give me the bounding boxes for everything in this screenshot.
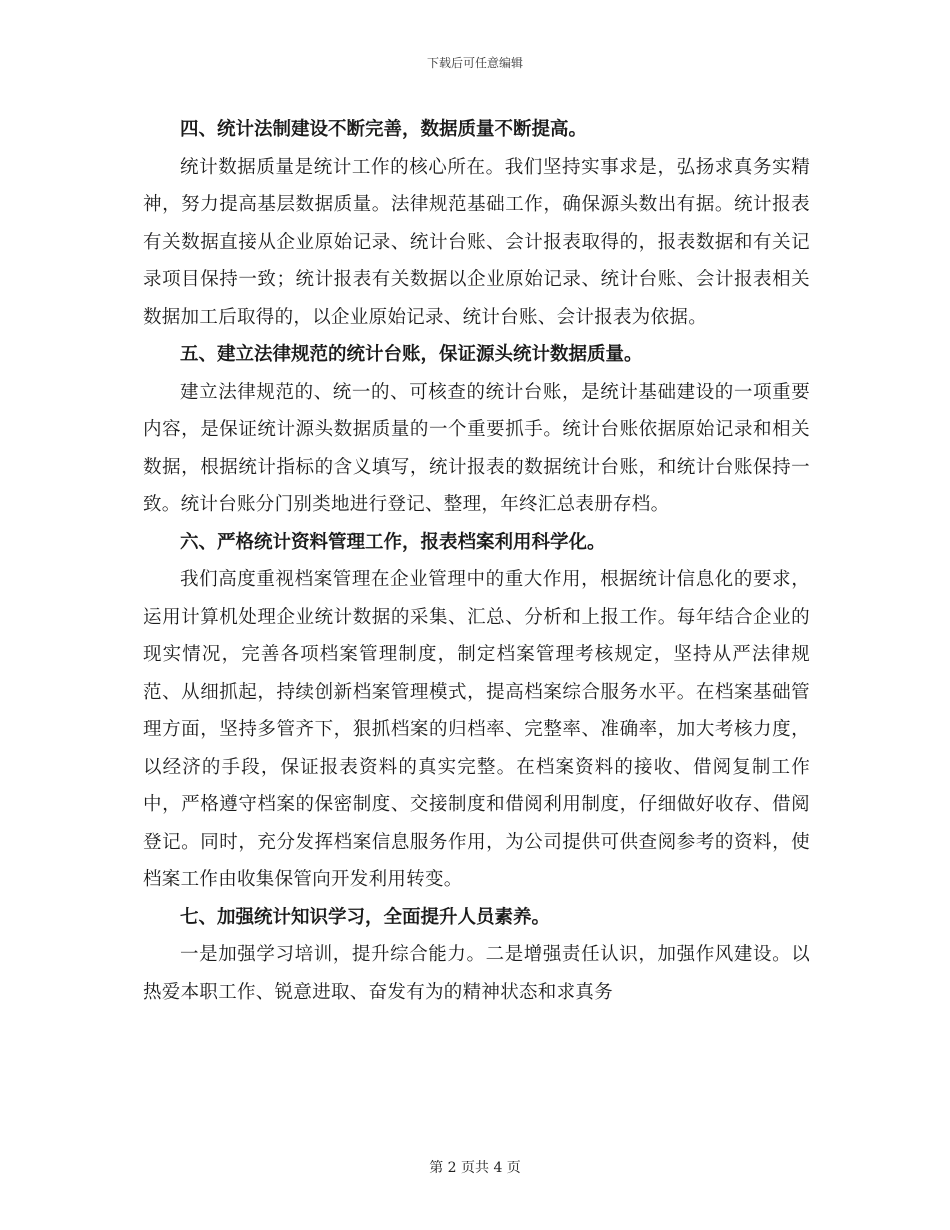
section-paragraph: 建立法律规范的、统一的、可核查的统计台账，是统计基础建设的一项重要内容，是保证统计源头数据质量的一个重要抓手。统计台账依据原始记录和相关数据，根据统计指标的含义填写，统计报表的数据统计台账，和统计台账保持一致。统计台账分门别类地进行登记、整理，年终汇总表册存档。 [143, 381, 810, 515]
section-heading: 六、严格统计资料管理工作，报表档案利用科学化。 [180, 531, 606, 553]
section-heading: 七、加强统计知识学习，全面提升人员素养。 [180, 906, 551, 928]
section-heading: 五、建立法律规范的统计台账，保证源头统计数据质量。 [180, 344, 643, 365]
page-number: 第 2 页共 4 页 [429, 1160, 521, 1176]
section-paragraph: 统计数据质量是统计工作的核心所在。我们坚持实事求是，弘扬求真务实精神，努力提高基层数据质量。法律规范基础工作，确保源头数出有据。统计报表有关数据直接从企业原始记录、统计台账、会计报表取得的，报表数据和有关记录项目保持一致；统计报表有关数据以企业原始记录、统计台账、会计报表相关数据加工后取得的，以企业原始记录、统计台账、会计报表为依据。 [143, 156, 810, 328]
section-paragraph: 我们高度重视档案管理在企业管理中的重大作用，根据统计信息化的要求，运用计算机处理企业统计数据的采集、汇总、分析和上报工作。每年结合企业的现实情况，完善各项档案管理制度，制定档案管理考核规定，坚持从严法律规范、从细抓起，持续创新档案管理模式，提高档案综合服务水平。在档案基础管理方面，坚持多管齐下，狠抓档案的归档率、完整率、准确率，加大考核力度，以经济的手段，保证报表资料的真实完整。在档案资料的接收、借阅复制工作中，严格遵守档案的保密制度、交接制度和借阅利用制度，仔细做好收存、借阅登记。同时，充分发挥档案信息服务作用，为公司提供可供查阅参考的资料，使档案工作由收集保管向开发利用转变。 [143, 569, 810, 890]
section-heading: 四、统计法制建设不断完善，数据质量不断提高。 [180, 119, 588, 140]
page-header: 下载后可任意编辑 [426, 56, 523, 70]
document-body [143, 111, 810, 1011]
section-paragraph: 一是加强学习培训，提升综合能力。二是增强责任认识，加强作风建设。以热爱本职工作、锐意进取、奋发有为的精神状态和求真务 [143, 944, 810, 1003]
